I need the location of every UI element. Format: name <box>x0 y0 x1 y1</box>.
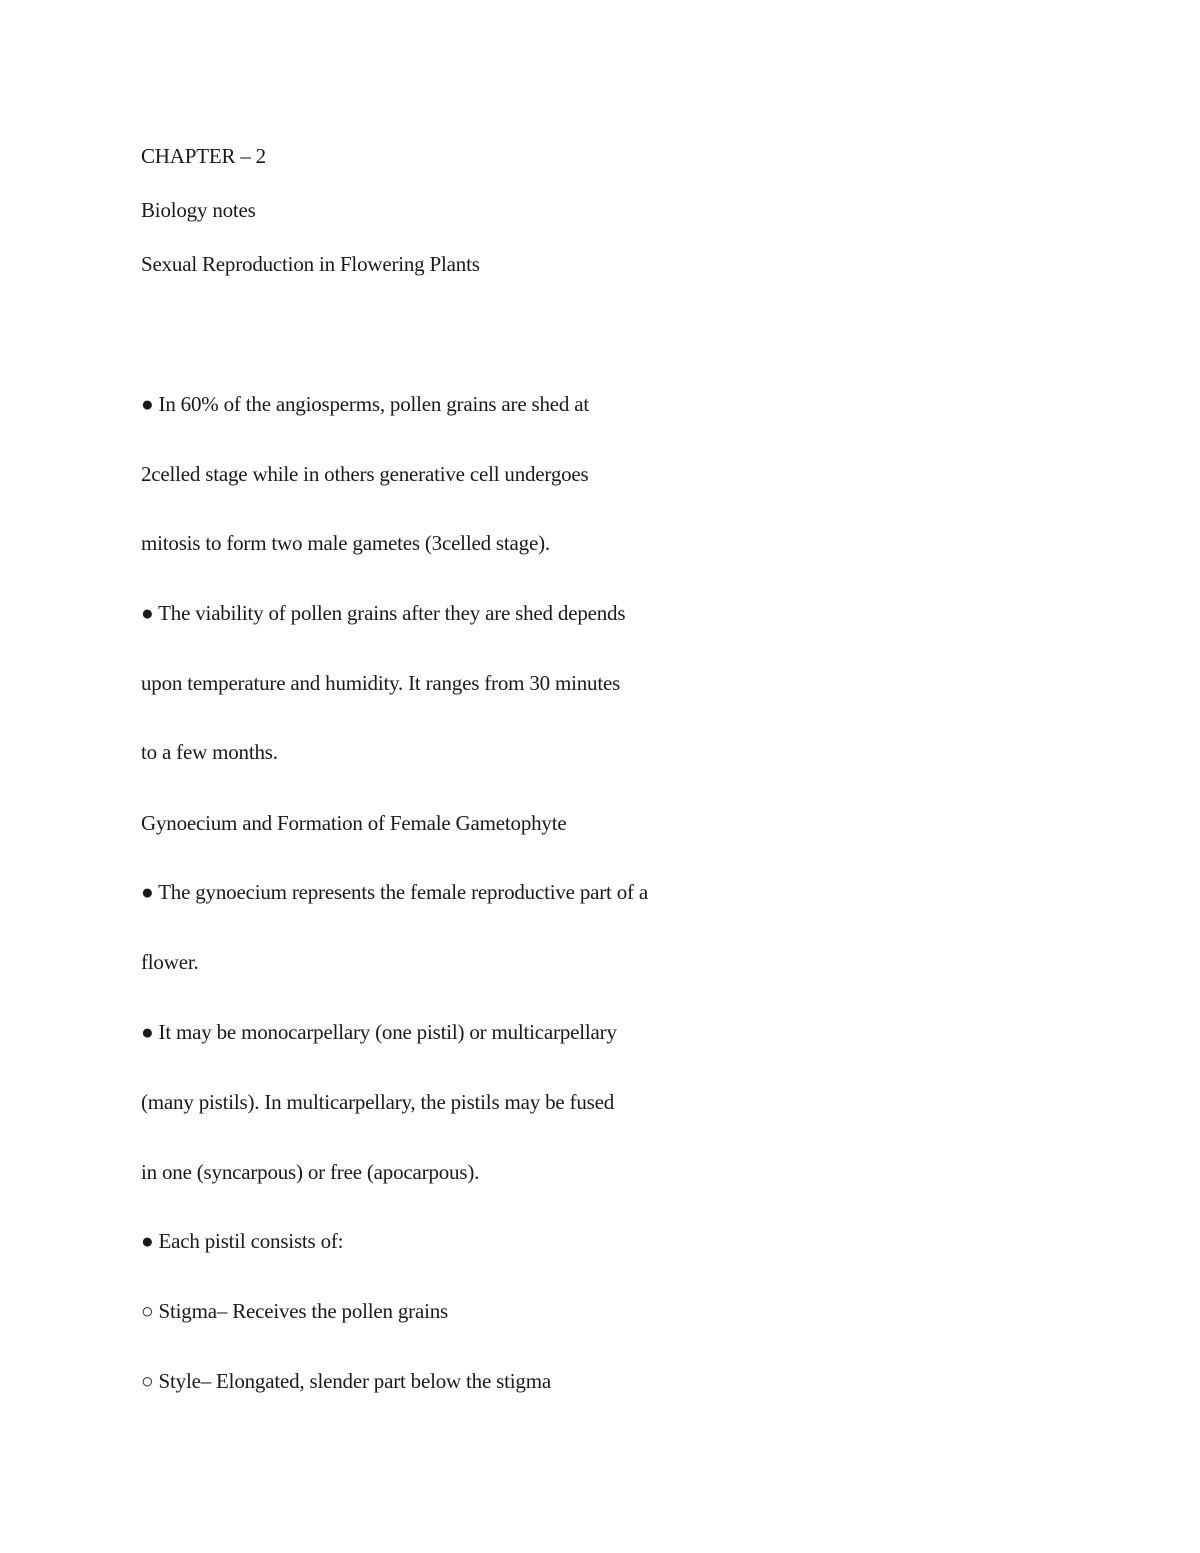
body-line: upon temperature and humidity. It ranges from 30 minutes <box>141 671 621 695</box>
topic-heading: Sexual Reproduction in Flowering Plants <box>141 252 480 276</box>
body-line: ● The viability of pollen grains after they are shed depends <box>141 601 626 625</box>
body-line: in one (syncarpous) or free (apocarpous). <box>141 1160 480 1184</box>
body-line: ● It may be monocarpellary (one pistil) or multicarpellary <box>141 1020 617 1044</box>
sub-bullet-line: ○ Style– Elongated, slender part below the stigma <box>141 1369 551 1393</box>
body-line: (many pistils). In multicarpellary, the pistils may be fused <box>141 1090 615 1114</box>
body-line: ● Each pistil consists of: <box>141 1229 344 1253</box>
body-line: flower. <box>141 950 199 974</box>
body-line: 2celled stage while in others generative cell undergoes <box>141 462 589 486</box>
body-line: mitosis to form two male gametes (3celled stage). <box>141 531 550 555</box>
body-line: ● In 60% of the angiosperms, pollen grains are shed at <box>141 392 590 416</box>
section-heading: Gynoecium and Formation of Female Gametophyte <box>141 811 567 835</box>
body-line: to a few months. <box>141 740 278 764</box>
body-line: ● The gynoecium represents the female reproductive part of a <box>141 880 649 904</box>
sub-bullet-line: ○ Stigma– Receives the pollen grains <box>141 1299 449 1323</box>
chapter-heading: CHAPTER – 2 <box>141 144 266 168</box>
subject-heading: Biology notes <box>141 198 256 222</box>
